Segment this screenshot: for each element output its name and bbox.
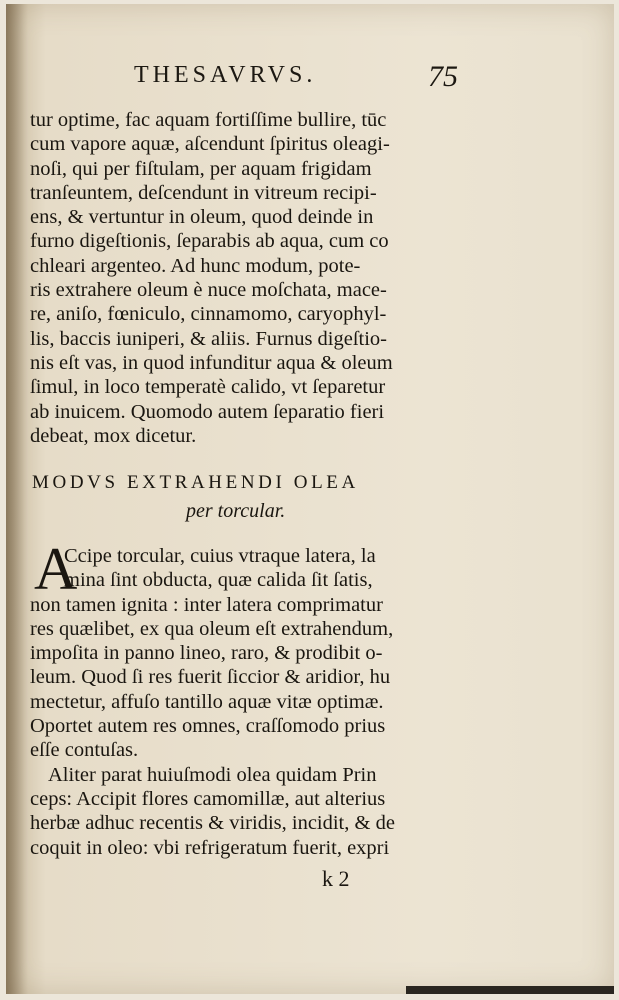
text-line: ab inuicem. Quomodo autem ſeparatio fieri bbox=[30, 400, 385, 423]
text-line: ris extrahere oleum è nuce moſchata, mace- bbox=[30, 279, 387, 302]
text-line: res quælibet, ex qua oleum eſt extrahendum, bbox=[30, 617, 394, 640]
text-line: debeat, mox dicetur. bbox=[30, 424, 197, 447]
text-line: Aliter parat huiuſmodi olea quidam Prin bbox=[48, 763, 377, 786]
drop-cap: A bbox=[34, 536, 78, 602]
page-number: 75 bbox=[428, 60, 458, 93]
text-line: leum. Quod ſi res fuerit ſiccior & aridior, hu bbox=[30, 666, 391, 689]
paragraph-2 bbox=[30, 536, 460, 860]
text-line: lis, baccis iuniperi, & aliis. Furnus digeſtio- bbox=[30, 327, 387, 350]
text-line: ceps: Accipit flores camomillæ, aut alterius bbox=[30, 787, 386, 810]
text-line: impoſita in panno lineo, raro, & prodibit o- bbox=[30, 642, 383, 665]
text-line: coquit in oleo: vbi refrigeratum fuerit, expri bbox=[30, 836, 390, 859]
text-line: non tamen ignita : inter latera comprimatur bbox=[30, 593, 383, 616]
gutter-shadow bbox=[6, 4, 28, 994]
section-subheading: per torcular. bbox=[186, 500, 286, 522]
text-line: nis eſt vas, in quod infunditur aqua & oleum bbox=[30, 351, 393, 374]
text-line: tur optime, fac aquam fortiſſime bullire, tūc bbox=[30, 109, 387, 131]
text-line: Oportet autem res omnes, craſſomodo prius bbox=[30, 715, 386, 738]
text-line: furno digeſtionis, ſeparabis ab aqua, cum co bbox=[30, 230, 389, 253]
text-line: cum vapore aquæ, aſcendunt ſpiritus oleagi- bbox=[30, 133, 390, 156]
text-line: ſimul, in loco temperatè calido, vt ſeparetur bbox=[30, 376, 386, 399]
text-line: herbæ adhuc recentis & viridis, incidit, & de bbox=[30, 812, 395, 835]
text-line: mectetur, affuſo tantillo aquæ vitæ optimæ. bbox=[30, 690, 384, 713]
text-line: chleari argenteo. Ad hunc modum, pote- bbox=[30, 254, 361, 277]
text-line: Ccipe torcular, cuius vtraque latera, la bbox=[64, 545, 376, 567]
page-bottom-edge bbox=[406, 986, 614, 994]
signature-mark: k 2 bbox=[322, 866, 350, 891]
text-line: re, aniſo, fœniculo, cinnamomo, caryophyl- bbox=[30, 303, 387, 326]
text-line: ens, & vertuntur in oleum, quod deinde in bbox=[30, 206, 374, 229]
text-line: noſi, qui per fiſtulam, per aquam frigidam bbox=[30, 157, 372, 180]
book-page bbox=[6, 4, 614, 994]
text-line: eſſe contuſas. bbox=[30, 739, 139, 762]
running-title: THESAVRVS. bbox=[134, 62, 317, 88]
text-line: tranſeuntem, deſcendunt in vitreum recipi- bbox=[30, 181, 377, 204]
text-line: mina ſint obducta, quæ calida ſit ſatis, bbox=[64, 569, 373, 592]
section-heading: MODVS EXTRAHENDI OLEA bbox=[32, 472, 359, 493]
paragraph-1 bbox=[30, 108, 460, 448]
